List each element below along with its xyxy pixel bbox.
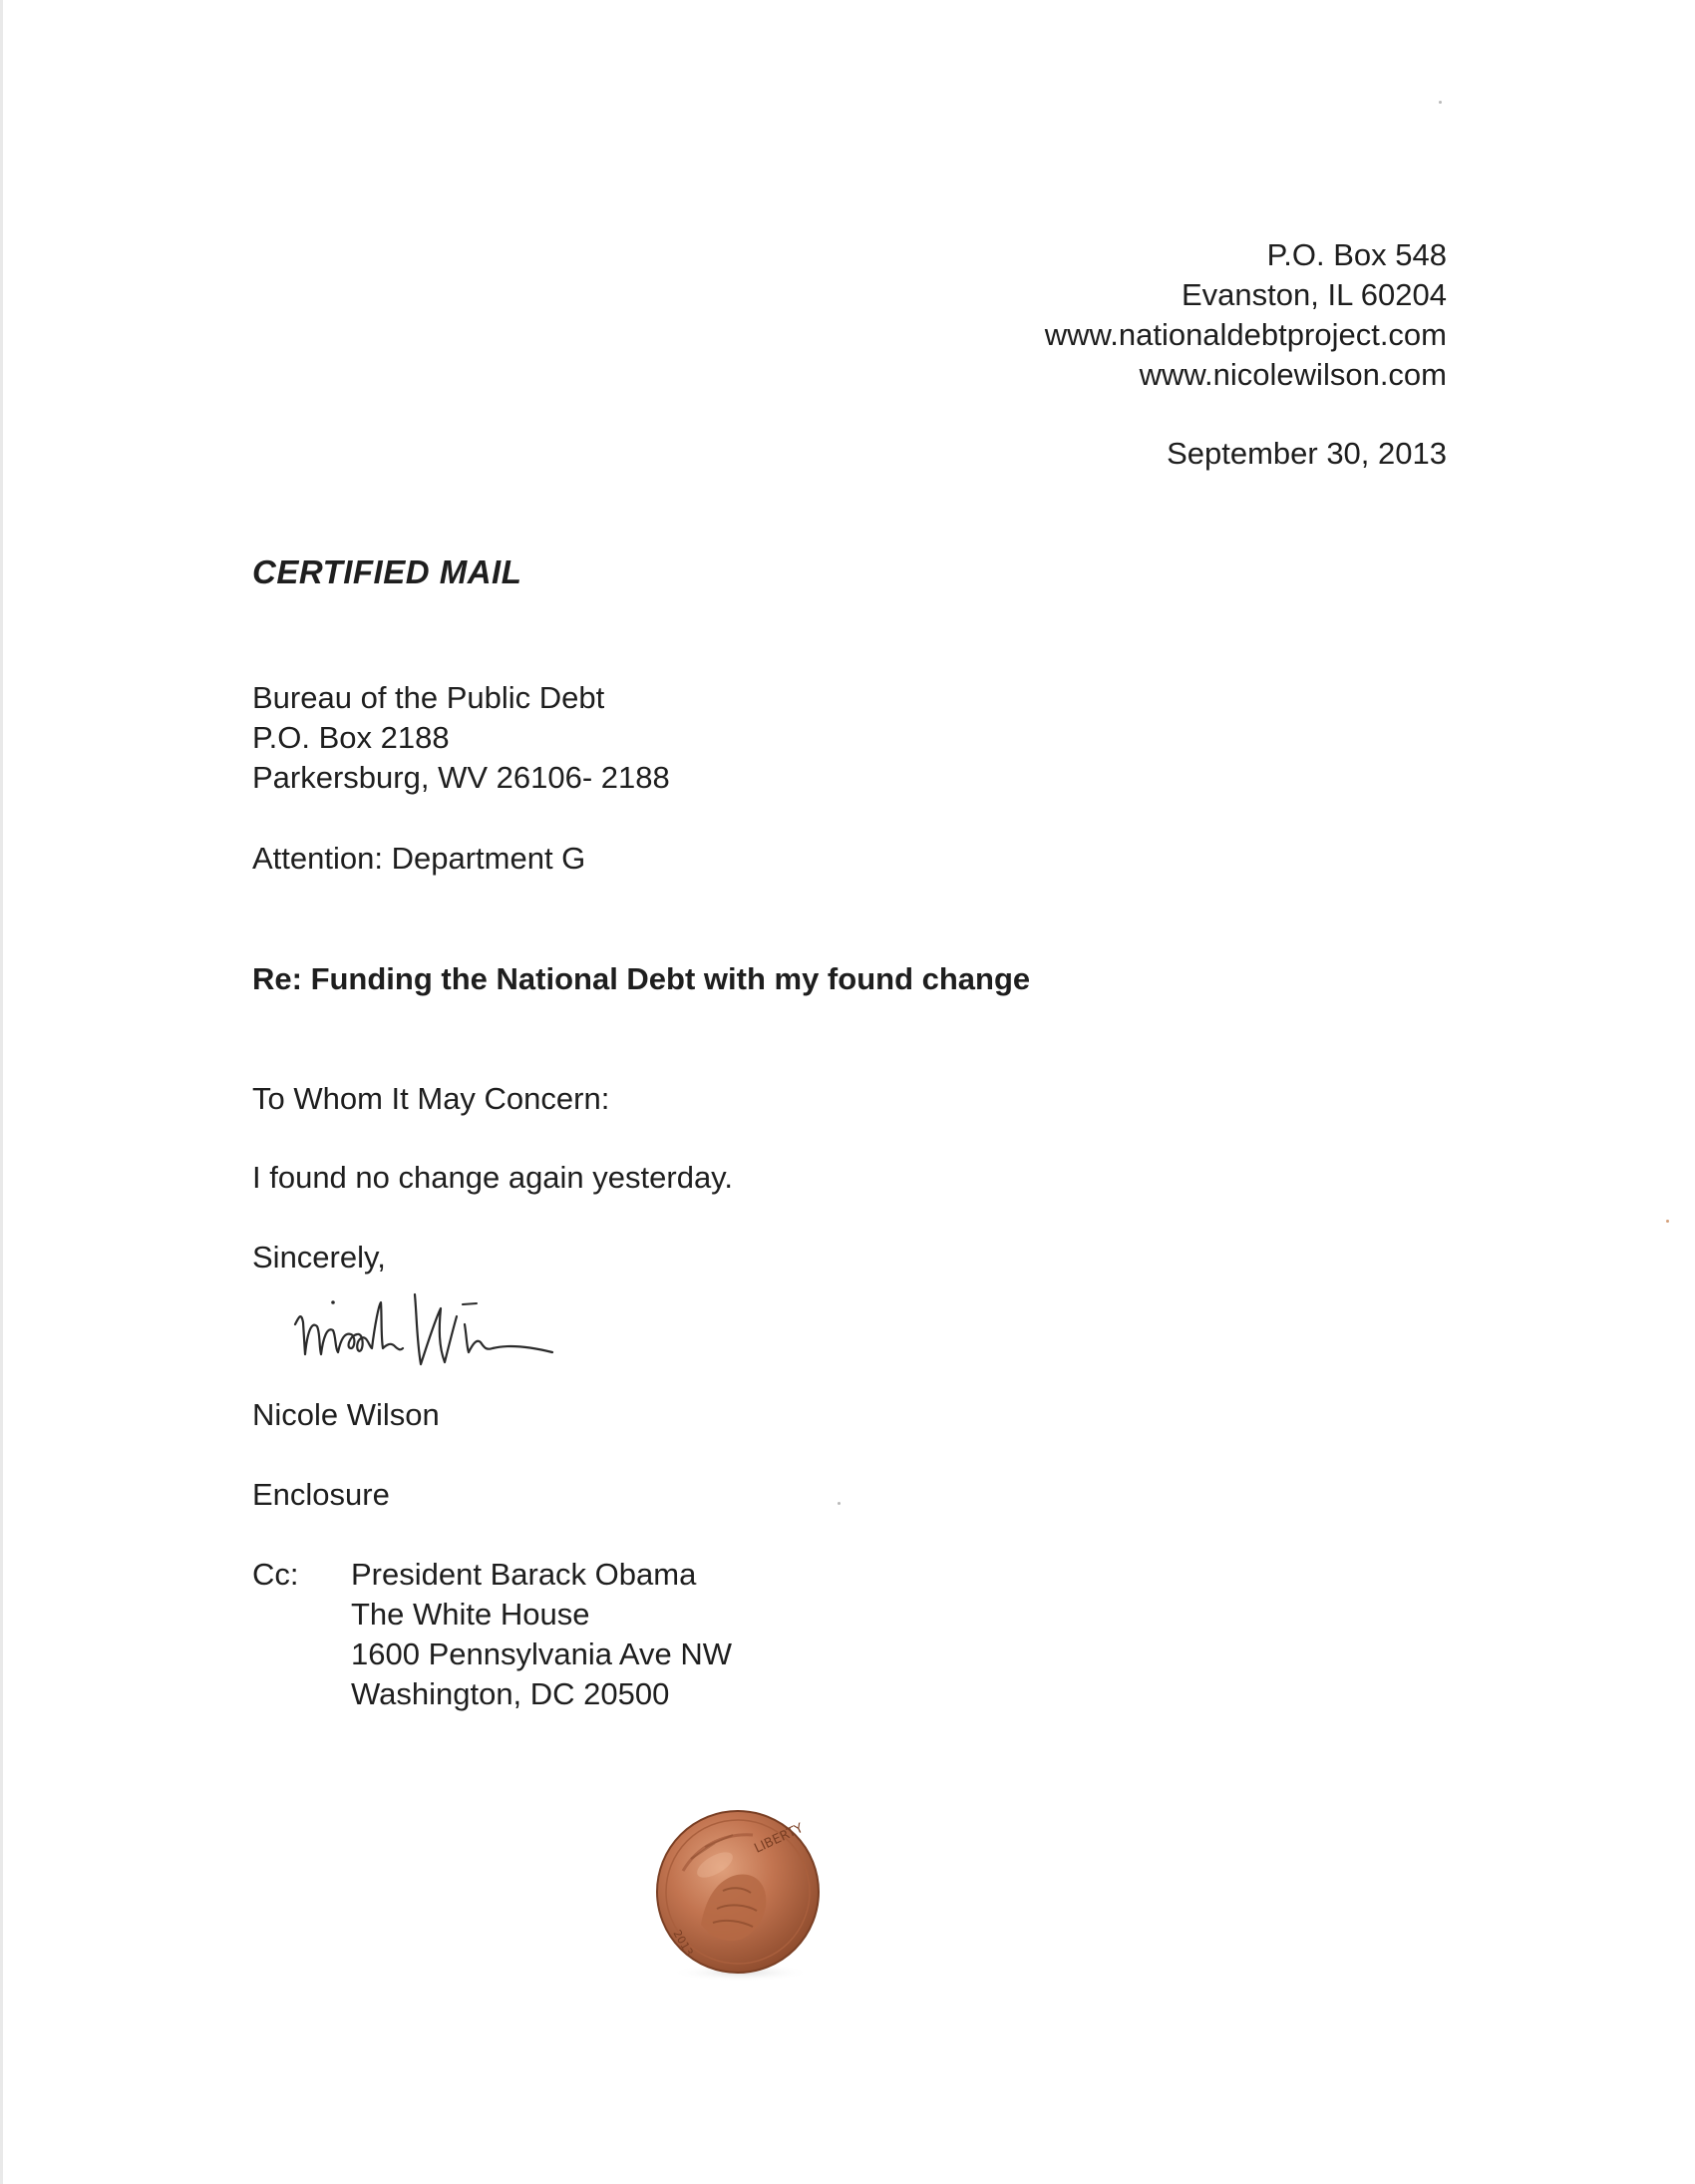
sender-address xyxy=(1045,235,1447,395)
coin-inscription-year: 2013 xyxy=(670,1928,696,1959)
sender-website-2: www.nicolewilson.com xyxy=(1139,357,1447,392)
letter-date: September 30, 2013 xyxy=(1167,436,1447,471)
scan-speck xyxy=(838,1502,841,1505)
sender-website-1: www.nationaldebtproject.com xyxy=(1044,317,1447,352)
enclosure-note: Enclosure xyxy=(252,1477,390,1512)
cc-city: Washington, DC 20500 xyxy=(351,1676,670,1711)
cc-name: President Barack Obama xyxy=(351,1557,697,1592)
scan-speck xyxy=(1439,101,1442,104)
coin-inscription-liberty: LIBERTY xyxy=(752,1820,806,1857)
scan-edge xyxy=(0,0,3,2184)
recipient-city: Parkersburg, WV 26106- 2188 xyxy=(252,760,670,795)
closing: Sincerely, xyxy=(252,1240,386,1274)
cc-street: 1600 Pennsylvania Ave NW xyxy=(351,1637,732,1671)
recipient-address xyxy=(252,678,670,798)
letter-body: I found no change again yesterday. xyxy=(252,1160,733,1195)
subject-line: Re: Funding the National Debt with my found change xyxy=(252,961,1031,996)
salutation: To Whom It May Concern: xyxy=(252,1081,610,1116)
cc-organization: The White House xyxy=(351,1597,590,1632)
sender-po-box: P.O. Box 548 xyxy=(1266,237,1447,272)
recipient-po-box: P.O. Box 2188 xyxy=(252,720,450,755)
attention-line: Attention: Department G xyxy=(252,841,586,876)
signer-name: Nicole Wilson xyxy=(252,1397,440,1432)
penny-coin xyxy=(653,1807,823,1987)
certified-mail-heading: CERTIFIED MAIL xyxy=(252,553,522,590)
cc-address xyxy=(351,1555,732,1714)
scan-speck xyxy=(1666,1220,1669,1223)
sender-city: Evanston, IL 60204 xyxy=(1182,277,1447,312)
recipient-name: Bureau of the Public Debt xyxy=(252,680,605,715)
cc-label: Cc: xyxy=(252,1557,299,1592)
handwritten-signature xyxy=(289,1276,668,1386)
